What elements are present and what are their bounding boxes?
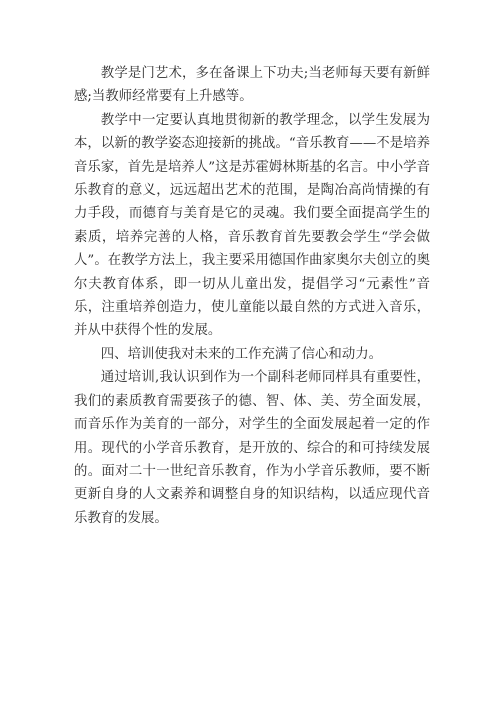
paragraph-training-reflection: 通过培训,我认识到作为一个副科老师同样具有重要性，我们的素质教育需要孩子的德、智、体、美、劳全面发展，而音乐作为美育的一部分，对学生的全面发展起着一定的作用。现代的小学音乐教育，是开放的、综合的和可持续发展的。面对二十一世纪音乐教育，作为小学音乐教师，要不断更新自身的人文素养和调整自身的知识结构，以适应现代音乐教育的发展。 — [74, 370, 430, 526]
paragraph-teaching-philosophy: 教学中一定要认真地贯彻新的教学理念，以学生发展为本，以新的教学姿态迎接新的挑战。“音乐教育——不是培养音乐家，首先是培养人”这是苏霍姆林斯基的名言。中小学音乐教育的意义，远远超出艺术的范围，是陶冶高尚情操的有力手段，而德育与美育是它的灵魂。我们要全面提高学生的素质，培养完善的人格，音乐教育首先要教会学生“学会做人”。在教学方法上，我主要采用德国作曲家奥尔夫创立的奥尔夫教育体系，即一切从儿童出发，提倡学习“元素性”音乐，注重培养创造力，使儿童能以最自然的方式进入音乐，并从中获得个性的发展。 — [74, 112, 430, 339]
paragraph-teaching-art: 教学是门艺术，多在备课上下功夫;当老师每天要有新鲜感;当教师经常要有上升感等。 — [74, 66, 430, 105]
document-body — [74, 62, 430, 530]
paragraph-section-heading: 四、培训使我对未来的工作充满了信心和动力。 — [100, 346, 382, 362]
